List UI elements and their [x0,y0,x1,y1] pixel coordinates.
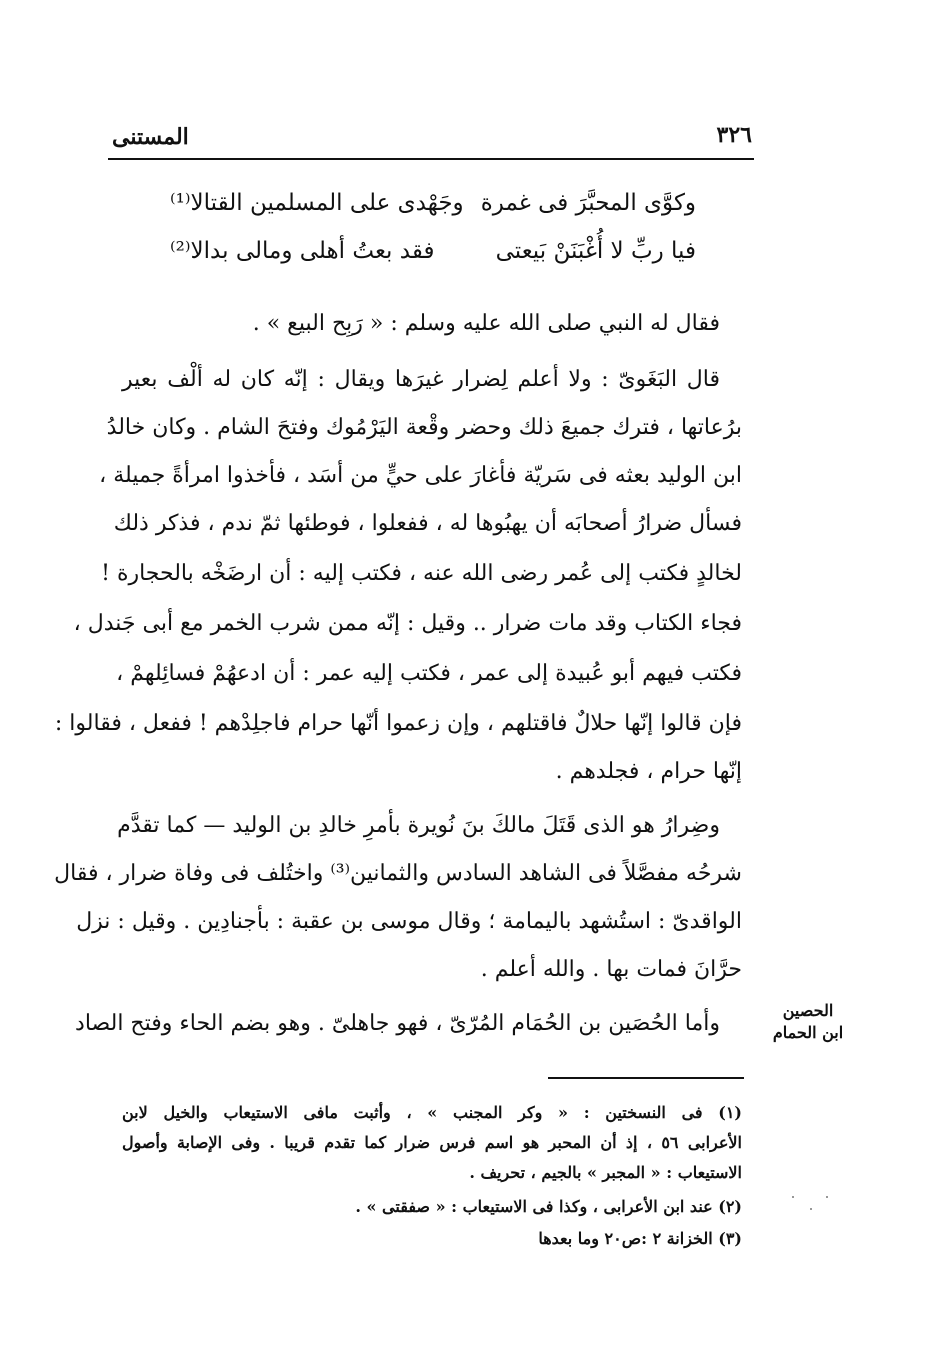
margin-note [772,1000,844,1044]
scan-speck [810,1208,812,1210]
body-text-line: إنّها حرام ، فجلدهم . [555,759,742,784]
footnote-line: الاستيعاب : « المجبر » بالجيم ، تحريف . [469,1163,742,1182]
scan-speck [792,1196,794,1198]
body-text-line: وأما الحُصَين بن الحُمَام المُرّىّ ، فهو جاهلىّ . وهو بضم الحاء وفتح الصاد [75,1011,720,1036]
body-text-line: فجاء الكتاب وقد مات ضرار .. وقيل : إنّه ممن شرب الخمر مع أبى جَندل ، [73,611,742,636]
body-text-line: برُعاتها ، فترك جميعَ ذلك وحضر وقْعة اليَرْمُوك وفتحَ الشام . وكان خالدُ [106,415,742,440]
body-text-line: فسأل ضرارُ أصحابَه أن يهبُوها له ، ففعلوا ، فوطئها ثمّ ندم ، فذكر ذلك [113,511,742,536]
verse-first-hemistich: فيا ربِّ لا أُغْبَنَنْ بَيعتى [495,238,696,264]
verse-first-hemistich: وكوَّى المحبَّرَ فى غمرة [480,190,696,216]
body-text-line: فإن قالوا إنّها حلالٌ فاقتلهم ، وإن زعموا أنّها حرام فاجلِدْهم ! ففعل ، فقالوا : [54,711,742,736]
footnote-line: (٢) عند ابن الأعرابى ، وكذا فى الاستيعاب : « صفقتى » . [355,1197,742,1216]
body-text-line: حرَّانَ فمات بها . والله أعلم . [480,957,742,982]
header-rule [108,158,754,160]
body-text-line: وضِرارُ هو الذى قَتَلَ مالكَ بنَ نُويرة بأمرِ خالدِ بن الوليد — كما تقدَّم [117,813,720,838]
body-text-line: الواقدىّ : استُشهد باليمامة ؛ وقال موسى بن عقبة : بأجنادِين . وقيل : نزل [76,909,742,934]
margin-note-line: الحصين [782,1001,834,1020]
verse-second-hemistich: فقد بعتُ أهلى ومالى بدالا⁽²⁾ [170,238,435,264]
verse-second-hemistich: وجَهْدى على المسلمين القتالا⁽¹⁾ [170,190,464,216]
scan-speck [826,1196,828,1198]
margin-note-line: ابن الحمام [772,1023,844,1042]
running-title: المستنى [112,124,189,150]
footnote-line: الأعرابى ٥٦ ، إذ أن المحبر هو اسم فرس ضرار كما تقدم قريبا . وفى الإصابة وأصول [122,1133,742,1152]
verse-line [170,190,696,226]
body-text-line: فكتب فيهم أبو عُبيدة إلى عمر ، فكتب إليه عمر : أن ادعهُمْ فسائِلهمْ ، [116,661,742,686]
footnote-line: (١) فى النسختين : « وكر المجنب » ، وأثبت مافى الاستيعاب والخيل لابن [122,1103,742,1122]
body-text-line: فقال له النبي صلى الله عليه وسلم : « رَبِح البيع » . [252,311,720,336]
body-text-line: شرحُه مفصَّلاً فى الشاهد السادس والثمانين⁽³⁾ واختُلف فى وفاة ضرار ، فقال [54,861,742,886]
body-text-line: ابن الوليد بعثه فى سَريّة فأغارَ على حيٍّ من أسَد ، فأخذوا امرأةً جميلة ، [99,463,742,488]
body-text-line: لخالدٍ فكتب إلى عُمر رضى الله عنه ، فكتب إليه : أن ارضَخْه بالحجارة ! [101,561,742,586]
footnote-line: (٣) الخزانة ٢ :ص٢٠ وما بعدها [538,1229,742,1248]
page-number: ٣٢٦ [716,122,752,148]
body-text-line: قال البَغَوىّ : ولا أعلم لِضرار غيرَها ويقال : إنّه كان له ألْف بعير [122,367,720,392]
verse-line [170,238,696,274]
footnote-rule [548,1077,744,1079]
page-header [112,122,752,156]
